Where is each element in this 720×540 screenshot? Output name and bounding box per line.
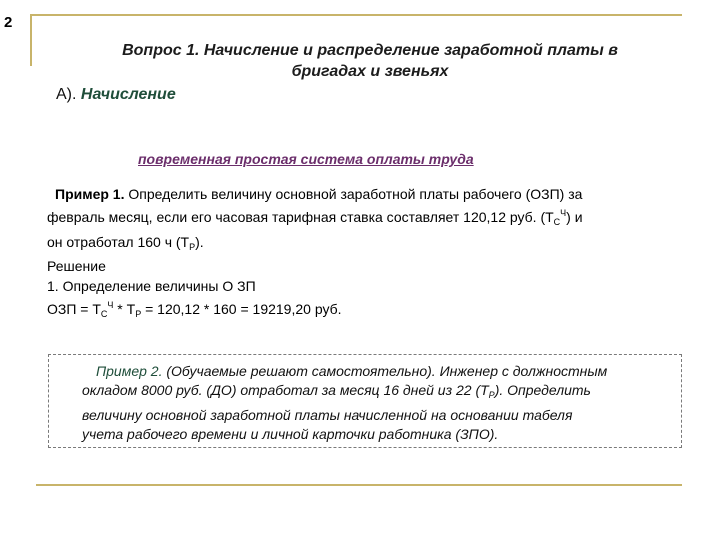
formula-pre: ОЗП = Т [47, 301, 101, 318]
example-1-line-2-text: февраль месяц, если его часовая тарифная ставка составляет 120,12 руб. (Т [47, 209, 554, 226]
section-accent: Начисление [80, 86, 176, 103]
page-number: 2 [4, 14, 13, 31]
example-2-line-1 [82, 362, 684, 381]
title-line-1: Вопрос 1. Начисление и распределение заработной платы в [122, 42, 618, 59]
example-1-label: Пример 1. [55, 186, 125, 202]
bottom-rule [36, 484, 682, 486]
hours-subscript: Р [189, 241, 196, 252]
section-heading [56, 85, 176, 105]
example-2-line-2 [82, 381, 684, 405]
rate-superscript: Ч [560, 208, 567, 219]
example-2-line-1-text: (Обучаемые решают самостоятельно). Инженер с должностным [166, 363, 608, 379]
example-2-line-4: учета рабочего времени и личной карточки работника (ЗПО). [82, 426, 499, 443]
formula [47, 296, 682, 324]
solution-heading: Решение [47, 258, 106, 275]
example-2 [82, 362, 684, 445]
example-1-line-1 [47, 185, 682, 204]
days-subscript: Р [488, 390, 495, 401]
left-rule [30, 14, 32, 66]
formula-superscript: Ч [107, 300, 114, 311]
section-lead: А). [56, 86, 81, 103]
solution-step-1: 1. Определение величины О ЗП [47, 277, 256, 294]
rate-subscript: С [553, 217, 561, 228]
title-line-2: бригадах и звеньях [291, 63, 449, 80]
example-2-line-3: величину основной заработной платы начисленной на основании табеля [82, 406, 573, 423]
formula-mid: * Т [113, 301, 136, 318]
example-1-line-3-post: ). [195, 233, 204, 250]
page-title [80, 40, 660, 82]
formula-subscript-2: Р [135, 309, 142, 320]
example-2-line-2-pre: окладом 8000 руб. (ДО) отработал за месяц 16 дней из 22 (Т [82, 382, 489, 399]
subtitle: повременная простая система оплаты труда [138, 151, 474, 167]
formula-subscript-1: С [100, 309, 108, 320]
formula-post: = 120,12 * 160 = 19219,20 руб. [141, 301, 342, 318]
top-rule [30, 14, 682, 16]
example-1-line-2 [47, 204, 682, 232]
example-1 [47, 185, 682, 324]
example-2-line-2-post: ). Определить [494, 382, 591, 399]
example-1-line-3 [47, 233, 682, 257]
example-1-line-3-pre: он отработал 160 ч (Т [47, 233, 190, 250]
example-2-label: Пример 2. [96, 363, 167, 379]
example-1-line-1-text: Определить величину основной заработной платы рабочего (ОЗП) за [124, 186, 583, 202]
example-1-line-2-end: ) и [566, 209, 583, 226]
